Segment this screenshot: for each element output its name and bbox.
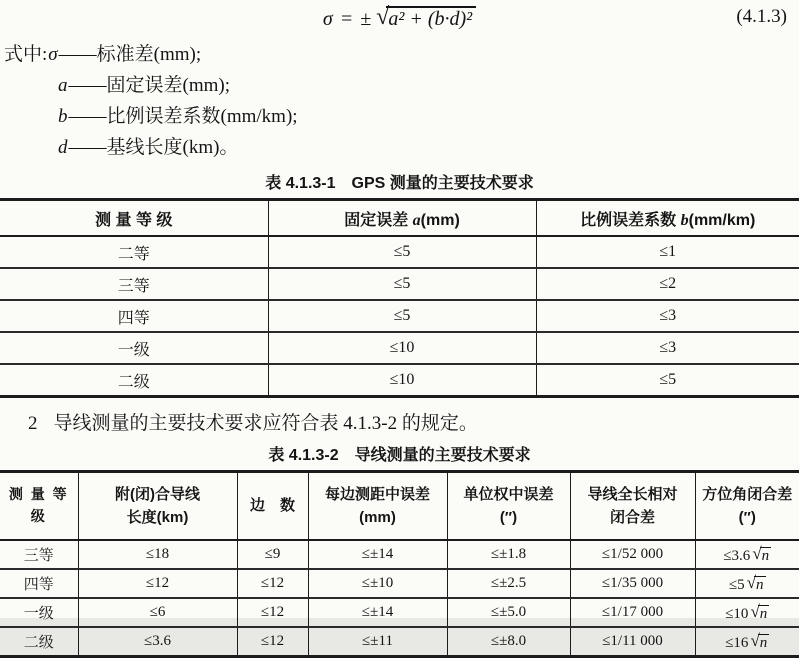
sqrt-n: n <box>758 605 770 622</box>
symbol-b: b <box>57 106 69 127</box>
cell-unit-weight-error: ≤±8.0 <box>447 627 570 657</box>
header-var-a: a <box>413 212 421 229</box>
cell-grade: 二级 <box>0 627 78 657</box>
cell-grade: 二级 <box>0 364 268 397</box>
cell-azimuth-closure <box>695 569 799 598</box>
header-line1: 附(闭)合导线 <box>79 483 237 506</box>
table-row <box>0 332 799 364</box>
cell-distance-error: ≤±10 <box>308 569 447 598</box>
table-row <box>0 300 799 332</box>
header-line2: (″) <box>448 506 570 529</box>
cell-length: ≤3.6 <box>78 627 237 657</box>
definition-sigma <box>0 39 799 70</box>
where-intro: 式中: <box>4 44 47 65</box>
col-header-fixed-error <box>268 200 536 237</box>
definition-text: ——基线长度(km)。 <box>69 137 239 158</box>
sqrt-icon: √ <box>747 573 756 593</box>
table-gps-requirements <box>0 198 799 398</box>
header-line1: 导线全长相对 <box>571 483 695 506</box>
sqrt-n: n <box>758 634 770 651</box>
cell-length: ≤6 <box>78 598 237 627</box>
sqrt-n: n <box>760 547 772 564</box>
cell-length: ≤18 <box>78 540 237 569</box>
azimuth-value: ≤16 <box>725 635 748 651</box>
cell-grade: 四等 <box>0 569 78 598</box>
col-header-grade: 测 量 等 级 <box>0 472 78 541</box>
clause-2-paragraph <box>0 408 799 435</box>
definition-text: ——比例误差系数(mm/km); <box>69 106 298 127</box>
sqrt-n: n <box>754 576 766 593</box>
definition-a <box>0 70 799 101</box>
symbol-a: a <box>57 75 69 96</box>
cell-distance-error: ≤±11 <box>308 627 447 657</box>
cell-sides: ≤12 <box>237 569 308 598</box>
cell-relative-closure: ≤1/11 000 <box>570 627 695 657</box>
formula-4-1-3 <box>0 0 799 35</box>
cell-unit-weight-error: ≤±2.5 <box>447 569 570 598</box>
cell-relative-closure: ≤1/35 000 <box>570 569 695 598</box>
cell-azimuth-closure <box>695 627 799 657</box>
symbol-d: d <box>57 137 69 158</box>
cell-scale-error: ≤1 <box>536 236 799 268</box>
header-var-b: b <box>681 212 689 229</box>
cell-sides: ≤12 <box>237 598 308 627</box>
cell-sides: ≤9 <box>237 540 308 569</box>
header-unit: (mm) <box>421 212 460 229</box>
formula-radicand: a² + (b·d)² <box>386 6 476 30</box>
equation-number: (4.1.3) <box>736 6 787 28</box>
header-line1: 方位角闭合差 <box>696 483 799 506</box>
cell-distance-error: ≤±14 <box>308 540 447 569</box>
cell-fixed-error: ≤10 <box>268 332 536 364</box>
cell-fixed-error: ≤5 <box>268 268 536 300</box>
table-header-row <box>0 200 799 237</box>
sqrt-icon: √ <box>752 544 761 564</box>
header-text: 比例误差系数 <box>580 212 680 229</box>
table-row <box>0 540 799 569</box>
table1-title: 表 4.1.3-1 GPS 测量的主要技术要求 <box>0 170 799 193</box>
cell-relative-closure: ≤1/52 000 <box>570 540 695 569</box>
azimuth-value: ≤10 <box>725 606 748 622</box>
table2-title: 表 4.1.3-2 导线测量的主要技术要求 <box>0 442 799 465</box>
header-line2: 闭合差 <box>571 506 695 529</box>
cell-grade: 二等 <box>0 236 268 268</box>
clause-text: 导线测量的主要技术要求应符合表 4.1.3-2 的规定。 <box>54 413 478 434</box>
col-header-relative-closure <box>570 472 695 541</box>
definition-d <box>0 132 799 163</box>
col-header-azimuth-closure <box>695 472 799 541</box>
sqrt-icon: √ <box>750 602 759 622</box>
cell-fixed-error: ≤5 <box>268 300 536 332</box>
table-row <box>0 364 799 397</box>
table-header-row <box>0 472 799 541</box>
table-row <box>0 627 799 657</box>
cell-azimuth-closure <box>695 540 799 569</box>
col-header-traverse-length <box>78 472 237 541</box>
azimuth-value: ≤3.6 <box>723 548 750 564</box>
cell-grade: 三等 <box>0 540 78 569</box>
col-header-distance-error <box>308 472 447 541</box>
table-row <box>0 598 799 627</box>
formula-lhs: σ = ± <box>323 8 372 30</box>
symbol-sigma: σ <box>47 44 58 65</box>
cell-unit-weight-error: ≤±1.8 <box>447 540 570 569</box>
azimuth-value: ≤5 <box>729 577 745 593</box>
header-text: 固定误差 <box>344 212 412 229</box>
cell-unit-weight-error: ≤±5.0 <box>447 598 570 627</box>
cell-scale-error: ≤2 <box>536 268 799 300</box>
table-traverse-requirements <box>0 470 799 658</box>
table-row <box>0 569 799 598</box>
cell-fixed-error: ≤10 <box>268 364 536 397</box>
col-header-sides: 边 数 <box>237 472 308 541</box>
cell-relative-closure: ≤1/17 000 <box>570 598 695 627</box>
table-row <box>0 236 799 268</box>
definition-text: ——固定误差(mm); <box>69 75 231 96</box>
header-line2: (mm) <box>309 506 447 529</box>
sqrt-icon: √ <box>376 4 389 31</box>
definition-text: ——标准差(mm); <box>59 44 202 65</box>
cell-grade: 一级 <box>0 332 268 364</box>
table-row <box>0 268 799 300</box>
sqrt-icon: √ <box>750 631 759 651</box>
header-line2: (″) <box>696 506 799 529</box>
col-header-unit-weight-error <box>447 472 570 541</box>
cell-scale-error: ≤3 <box>536 300 799 332</box>
cell-scale-error: ≤3 <box>536 332 799 364</box>
symbol-definitions <box>0 39 799 163</box>
header-line1: 单位权中误差 <box>448 483 570 506</box>
col-header-grade: 测 量 等 级 <box>0 200 268 237</box>
cell-sides: ≤12 <box>237 627 308 657</box>
cell-grade: 四等 <box>0 300 268 332</box>
clause-number: 2 <box>28 413 54 434</box>
col-header-scale-error <box>536 200 799 237</box>
header-line2: 长度(km) <box>79 506 237 529</box>
cell-length: ≤12 <box>78 569 237 598</box>
cell-distance-error: ≤±14 <box>308 598 447 627</box>
cell-grade: 一级 <box>0 598 78 627</box>
header-unit: (mm/km) <box>689 212 756 229</box>
definition-b <box>0 101 799 132</box>
cell-azimuth-closure <box>695 598 799 627</box>
cell-fixed-error: ≤5 <box>268 236 536 268</box>
cell-grade: 三等 <box>0 268 268 300</box>
header-line1: 每边测距中误差 <box>309 483 447 506</box>
cell-scale-error: ≤5 <box>536 364 799 397</box>
